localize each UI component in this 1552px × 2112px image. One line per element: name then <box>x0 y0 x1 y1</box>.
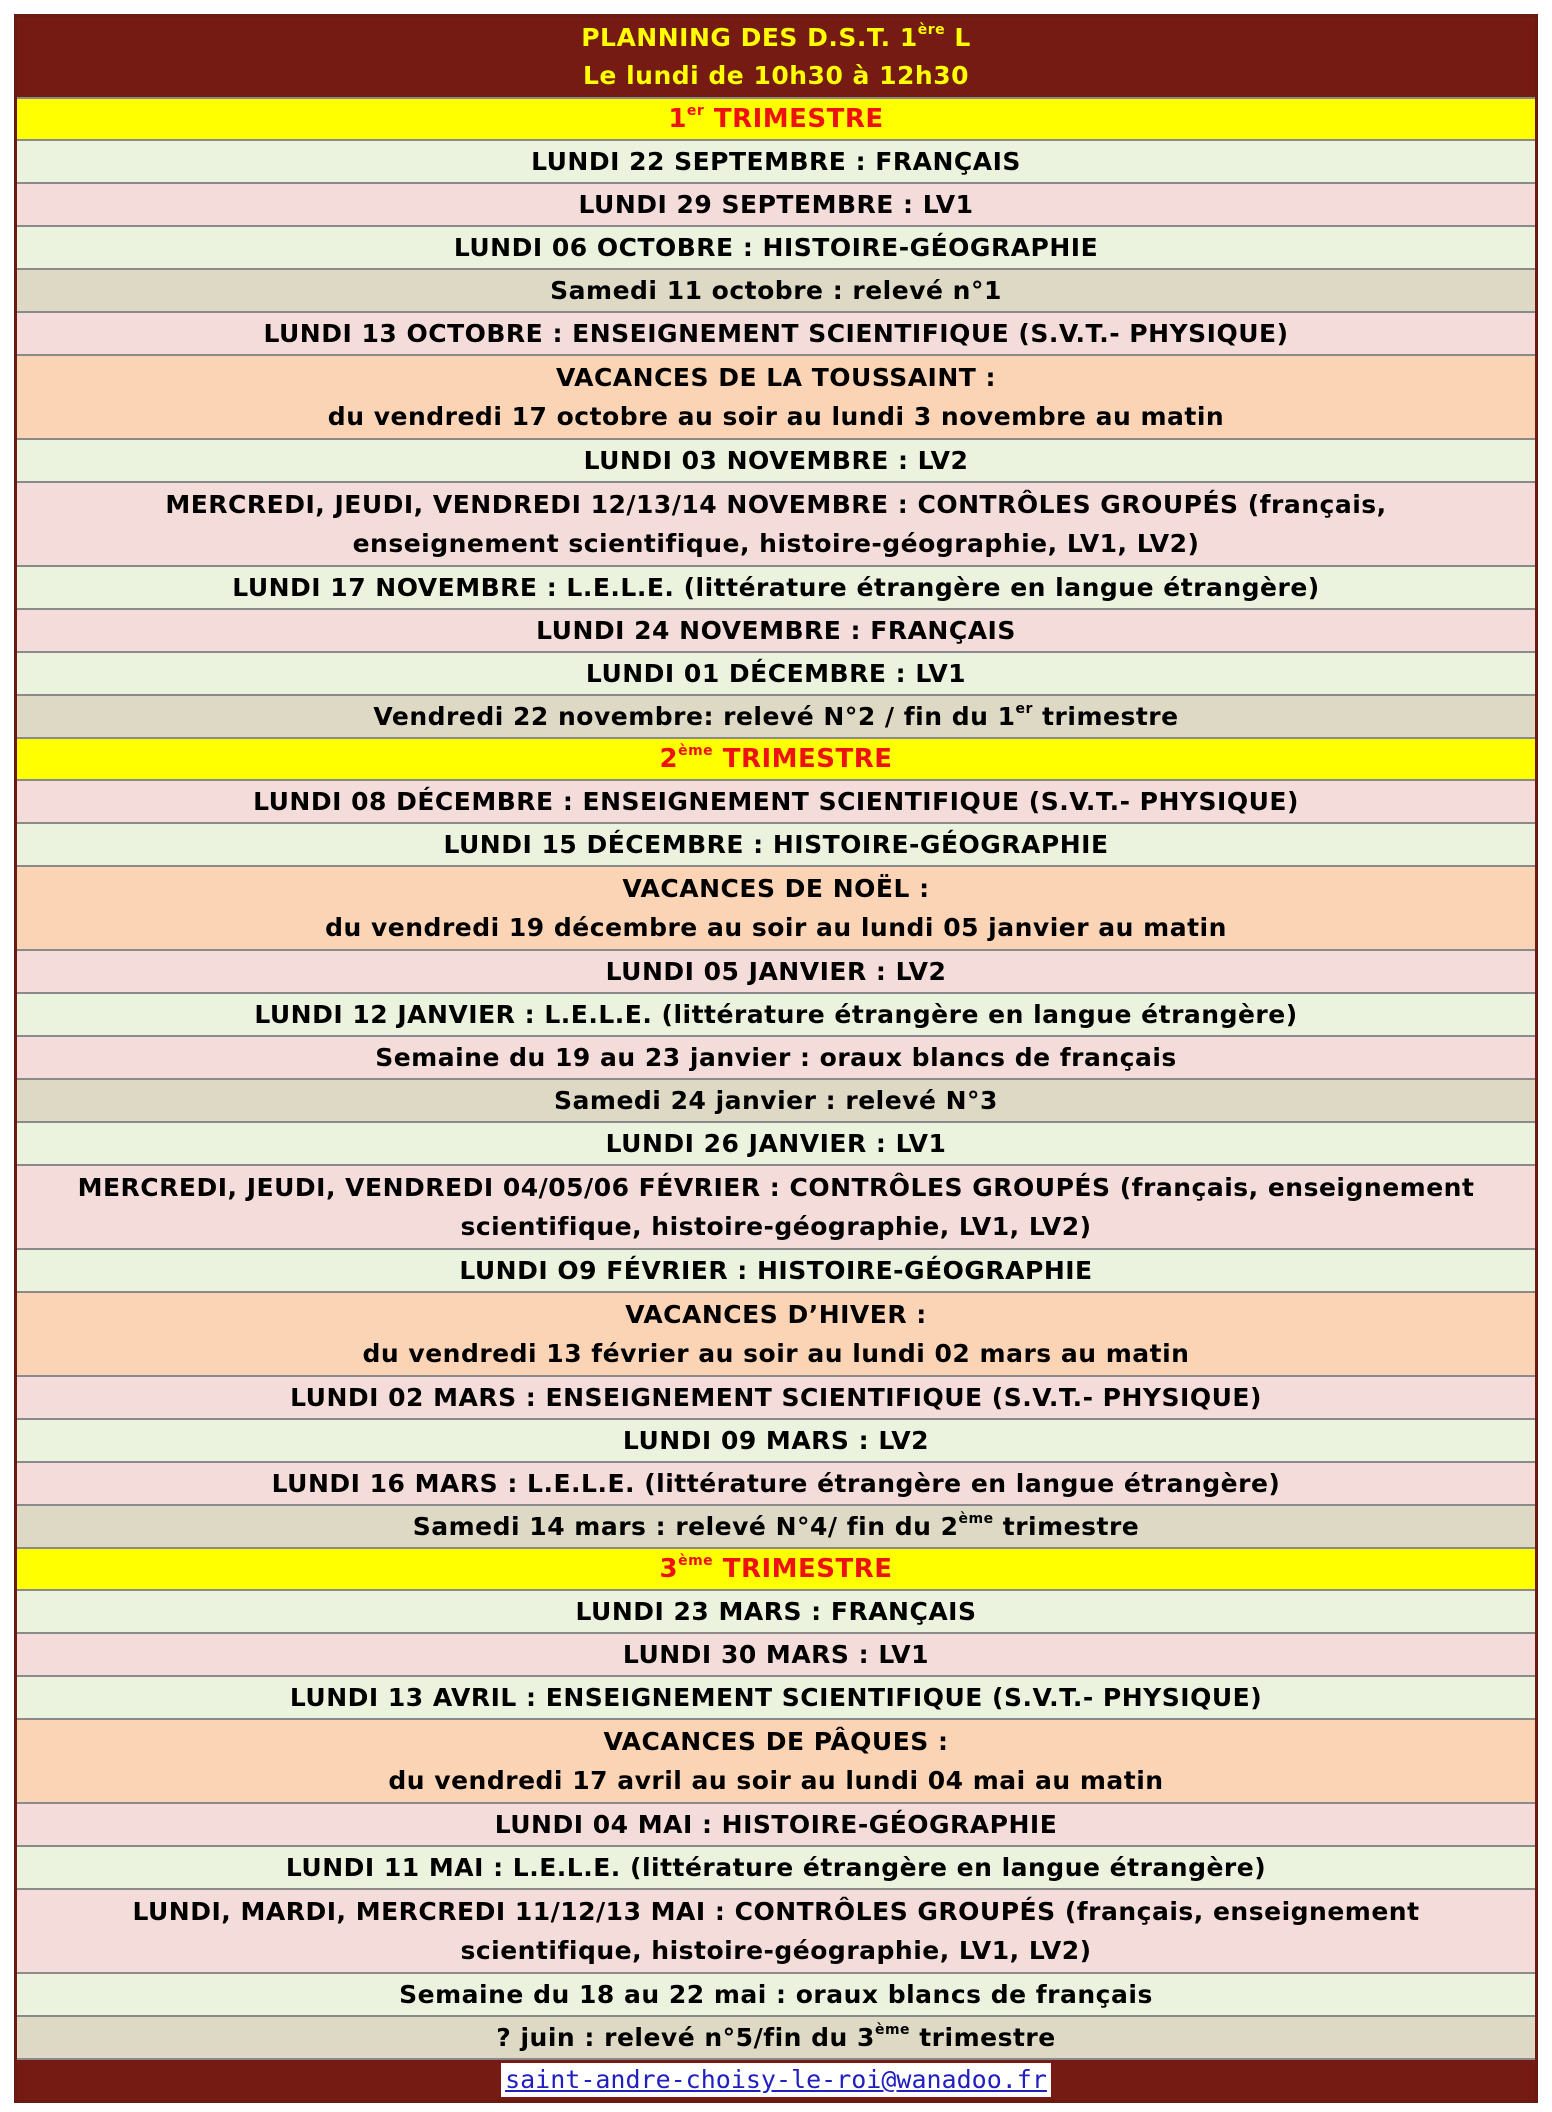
term-1-heading: 1er TRIMESTRE <box>17 99 1535 141</box>
schedule-row: LUNDI 13 AVRIL : ENSEIGNEMENT SCIENTIFIQUE (S.V.T.- PHYSIQUE) <box>17 1677 1535 1720</box>
schedule-row: LUNDI 02 MARS : ENSEIGNEMENT SCIENTIFIQUE (S.V.T.- PHYSIQUE) <box>17 1377 1535 1420</box>
schedule-row: Semaine du 18 au 22 mai : oraux blancs de français <box>17 1974 1535 2017</box>
schedule-row: LUNDI 24 NOVEMBRE : FRANÇAIS <box>17 610 1535 653</box>
schedule-row: LUNDI 06 OCTOBRE : HISTOIRE-GÉOGRAPHIE <box>17 227 1535 270</box>
schedule-row: LUNDI 15 DÉCEMBRE : HISTOIRE-GÉOGRAPHIE <box>17 824 1535 867</box>
schedule-row: LUNDI 09 MARS : LV2 <box>17 1420 1535 1463</box>
report-row: Samedi 11 octobre : relevé n°1 <box>17 270 1535 313</box>
schedule-row: LUNDI 22 SEPTEMBRE : FRANÇAIS <box>17 141 1535 184</box>
schedule-row: LUNDI 13 OCTOBRE : ENSEIGNEMENT SCIENTIFIQUE (S.V.T.- PHYSIQUE) <box>17 313 1535 356</box>
schedule-row: LUNDI 23 MARS : FRANÇAIS <box>17 1591 1535 1634</box>
grouped-tests-row: MERCREDI, JEUDI, VENDREDI 12/13/14 NOVEMBRE : CONTRÔLES GROUPÉS (français, enseignement scientifique, histoire-géographie, LV1, LV2) <box>17 483 1535 567</box>
grouped-tests-row: MERCREDI, JEUDI, VENDREDI 04/05/06 FÉVRIER : CONTRÔLES GROUPÉS (français, enseignement scientifique, histoire-géographie, LV1, LV2) <box>17 1166 1535 1250</box>
schedule-row: LUNDI 12 JANVIER : L.E.L.E. (littérature étrangère en langue étrangère) <box>17 994 1535 1037</box>
schedule-row: LUNDI 17 NOVEMBRE : L.E.L.E. (littérature étrangère en langue étrangère) <box>17 567 1535 610</box>
schedule-row: LUNDI 03 NOVEMBRE : LV2 <box>17 440 1535 483</box>
page-subtitle: Le lundi de 10h30 à 12h30 <box>582 61 969 90</box>
page-title: PLANNING DES D.S.T. 1ère L <box>581 22 971 52</box>
schedule-row: LUNDI 05 JANVIER : LV2 <box>17 951 1535 994</box>
schedule-row: LUNDI 26 JANVIER : LV1 <box>17 1123 1535 1166</box>
report-row: Samedi 24 janvier : relevé N°3 <box>17 1080 1535 1123</box>
holiday-row: VACANCES D’HIVER : du vendredi 13 février au soir au lundi 02 mars au matin <box>17 1293 1535 1377</box>
schedule-row: LUNDI 29 SEPTEMBRE : LV1 <box>17 184 1535 227</box>
term-3-heading: 3ème TRIMESTRE <box>17 1549 1535 1591</box>
holiday-row: VACANCES DE PÂQUES : du vendredi 17 avril au soir au lundi 04 mai au matin <box>17 1720 1535 1804</box>
planning-header <box>17 17 1535 99</box>
report-row: ? juin : relevé n°5/fin du 3ème trimestre <box>17 2017 1535 2060</box>
schedule-row: LUNDI 11 MAI : L.E.L.E. (littérature étrangère en langue étrangère) <box>17 1847 1535 1890</box>
email-link[interactable]: saint-andre-choisy-le-roi@wanadoo.fr <box>501 2063 1051 2097</box>
schedule-row: LUNDI 30 MARS : LV1 <box>17 1634 1535 1677</box>
schedule-row: LUNDI 04 MAI : HISTOIRE-GÉOGRAPHIE <box>17 1804 1535 1847</box>
footer-bar <box>17 2060 1535 2100</box>
term-2-heading: 2ème TRIMESTRE <box>17 739 1535 781</box>
grouped-tests-row: LUNDI, MARDI, MERCREDI 11/12/13 MAI : CONTRÔLES GROUPÉS (français, enseignement scientifique, histoire-géographie, LV1, LV2) <box>17 1890 1535 1974</box>
report-row: Samedi 14 mars : relevé N°4/ fin du 2ème trimestre <box>17 1506 1535 1549</box>
schedule-row: LUNDI O9 FÉVRIER : HISTOIRE-GÉOGRAPHIE <box>17 1250 1535 1293</box>
schedule-row: LUNDI 08 DÉCEMBRE : ENSEIGNEMENT SCIENTIFIQUE (S.V.T.- PHYSIQUE) <box>17 781 1535 824</box>
planning-table <box>14 14 1538 2103</box>
holiday-row: VACANCES DE NOËL : du vendredi 19 décembre au soir au lundi 05 janvier au matin <box>17 867 1535 951</box>
holiday-row: VACANCES DE LA TOUSSAINT : du vendredi 17 octobre au soir au lundi 3 novembre au matin <box>17 356 1535 440</box>
report-row: Vendredi 22 novembre: relevé N°2 / fin du 1er trimestre <box>17 696 1535 739</box>
schedule-row: LUNDI 01 DÉCEMBRE : LV1 <box>17 653 1535 696</box>
schedule-row: Semaine du 19 au 23 janvier : oraux blancs de français <box>17 1037 1535 1080</box>
schedule-row: LUNDI 16 MARS : L.E.L.E. (littérature étrangère en langue étrangère) <box>17 1463 1535 1506</box>
